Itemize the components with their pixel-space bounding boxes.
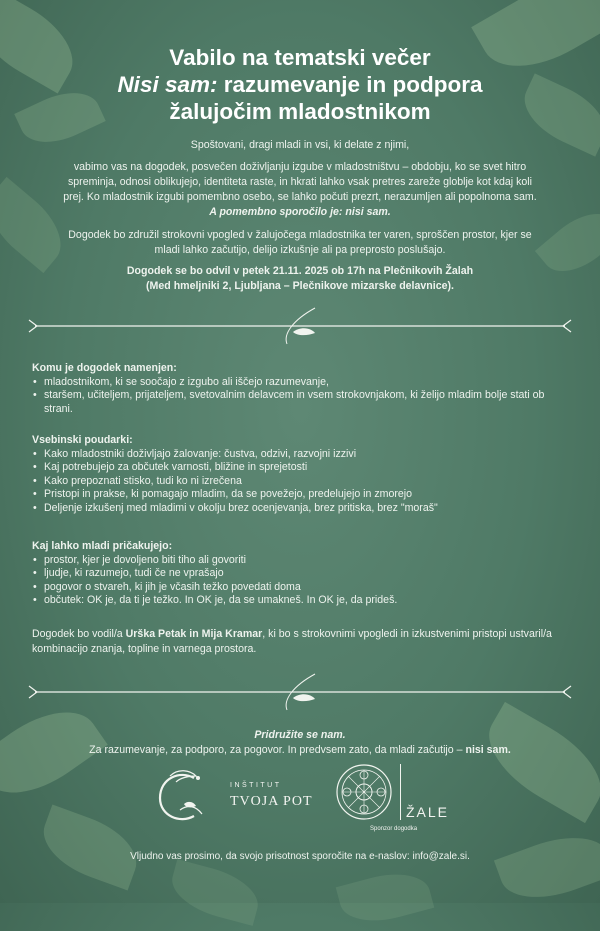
title-line-3: žalujočim mladostnikom (169, 99, 431, 124)
intro-emphasis: A pomembno sporočilo je: nisi sam. (209, 206, 391, 218)
audience-heading: Komu je dogodek namenjen: (32, 362, 177, 374)
list-item: • pogovor o stvareh, ki jih je včasih težko povedati doma (32, 581, 572, 595)
list-item: • ljudje, ki razumejo, tudi če ne vprašajo (32, 567, 572, 581)
list-item: • Kako prepoznati stisko, tudi ko ni izrečena (32, 475, 572, 489)
intro-paragraph (60, 160, 540, 220)
hosts-paragraph (32, 627, 572, 657)
hosts-text-before: Dogodek bo vodil/a (32, 628, 126, 640)
event-when (60, 264, 540, 294)
title-line-1: Vabilo na tematski večer (169, 45, 431, 70)
list-item: • staršem, učiteljem, prijateljem, svetovalnim delavcem in vsem strokovnjakom, ki želijo mladim bolje stati ob strani. (32, 389, 572, 416)
page-title (0, 44, 600, 125)
list-item: • Deljenje izkušenj med mladimi v okolju brez ocenjevanja, brez pritiska, brez "moraš" (32, 502, 572, 516)
zale-name: ŽALE (406, 804, 450, 820)
footer-note: Vljudno vas prosimo, da svojo prisotnost sporočite na e-naslov: info@zale.si. (130, 851, 470, 862)
list-item: • Pristopi in prakse, ki pomagajo mladim, da se povežejo, predelujejo in zmorejo (32, 488, 572, 502)
audience-section (32, 362, 572, 416)
sponsor-label: Sponzor dogodka (370, 826, 418, 832)
highlights-heading: Vsebinski poudarki: (32, 434, 133, 446)
ornament-divider-top (25, 306, 575, 346)
institute-label: INŠTITUT (230, 782, 282, 789)
hosts-text-after: , ki bo s strokovnimi vpogledi in izkustvenimi pristopi ustvaril/a kombinacijo znanja, topline in varnega prostora. (32, 628, 552, 655)
list-item: • Kaj potrebujejo za občutek varnosti, bližine in sprejetosti (32, 461, 572, 475)
expect-heading: Kaj lahko mladi pričakujejo: (32, 540, 173, 552)
join-emphasis: nisi sam. (465, 744, 511, 756)
list-item: • prostor, kjer je dovoljeno biti tiho ali govoriti (32, 554, 572, 568)
expect-list (32, 554, 572, 608)
event-date: Dogodek se bo odvil v petek 21.11. 2025 ob 17h na Plečnikovih Žalah (126, 265, 474, 277)
institute-logo (150, 764, 330, 834)
expect-section (32, 540, 572, 608)
intro-text: vabimo vas na dogodek, posvečen doživljanju izgube v mladostništvu – obdobju, ko se svet hitro spreminja, odnosi oblikujejo, identiteta raste, in hkrati lahko vsak pretres zareže globlje kot kdaj koli prej. Ko mladostnik izgubi pomembno osebo, se lahko počuti prezrt, nerazumljen ali popolnoma sam. (63, 161, 537, 203)
title-emphasis: Nisi sam: (117, 72, 218, 97)
title-line-2: razumevanje in podpora (217, 72, 483, 97)
list-item: • občutek: OK je, da ti je težko. In OK je, da se umakneš. In OK je, da prideš. (32, 594, 572, 608)
highlights-list (32, 448, 572, 516)
logo-separator (400, 764, 401, 820)
list-item: • Kako mladostniki doživljajo žalovanje: čustva, odzivi, razvojni izzivi (32, 448, 572, 462)
description-paragraph: Dogodek bo združil strokovni vpogled v žalujočega mladostnika ter varen, sproščen prostor, kjer se mladi lahko začutijo, delijo izkušnje ali pa preprosto poslušajo. (68, 229, 532, 256)
highlights-section (32, 434, 572, 516)
audience-list (32, 376, 572, 417)
institute-emblem-icon (150, 764, 214, 828)
list-item: • mladostnikom, ki se soočajo z izgubo ali iščejo razumevanje, (32, 376, 572, 390)
join-heading: Pridružite se nam. (254, 729, 346, 741)
hosts-names: Urška Petak in Mija Kramar (125, 628, 263, 640)
join-text: Za razumevanje, za podporo, za pogovor. In predvsem zato, da mladi začutijo – (89, 744, 466, 756)
zale-emblem-icon (334, 762, 394, 822)
join-section (60, 728, 540, 758)
ornament-divider-bottom (25, 672, 575, 712)
greeting: Spoštovani, dragi mladi in vsi, ki delate z njimi, (190, 139, 410, 151)
event-location: (Med hmeljniki 2, Ljubljana – Plečnikove mizarske delavnice). (146, 280, 454, 292)
zale-logo (334, 762, 464, 842)
institute-name: TVOJA POT (230, 794, 313, 809)
